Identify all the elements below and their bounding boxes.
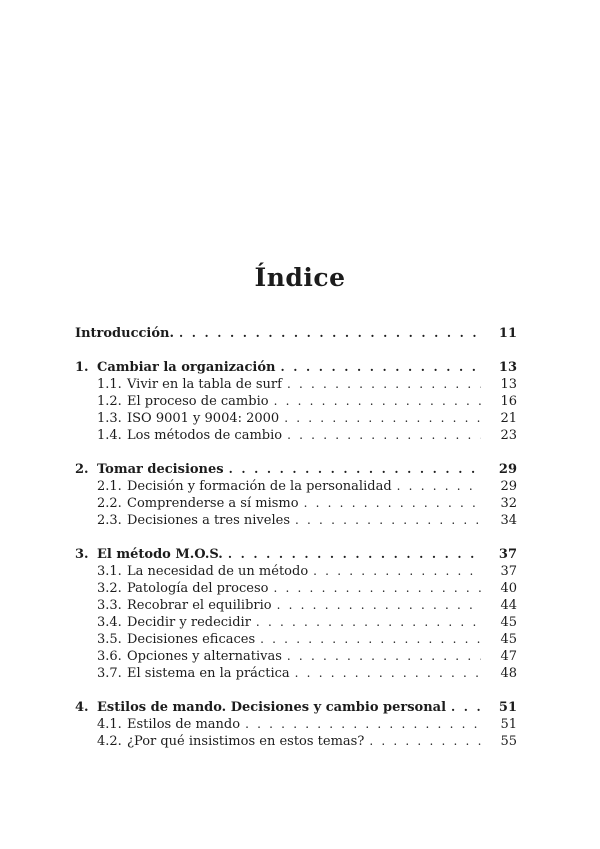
dot-leader (274, 393, 481, 410)
dot-leader (287, 427, 481, 444)
dot-leader (287, 376, 481, 393)
toc-page-number: 13 (498, 360, 517, 375)
subentry-label: Decisión y formación de la personalidad (127, 479, 392, 494)
toc-page-number: 23 (500, 428, 517, 443)
dot-leader (179, 325, 481, 342)
subentry-number: 1.1. (97, 377, 122, 392)
dot-leader (369, 733, 481, 750)
subentry-label: ISO 9001 y 9004: 2000 (127, 411, 280, 426)
subentry-number: 3.5. (97, 632, 122, 647)
toc-page-number: 40 (500, 581, 517, 596)
subentry-number: 1.2. (97, 394, 122, 409)
subentry-number: 3.7. (97, 666, 122, 681)
toc-subentry (75, 665, 517, 682)
toc-page-number: 47 (500, 649, 517, 664)
subentry-label: Vivir en la tabla de surf (127, 377, 282, 392)
subentry-label: Estilos de mando (127, 717, 241, 732)
toc-subentry (75, 648, 517, 665)
toc-page-number: 21 (500, 411, 517, 426)
dot-leader (287, 648, 481, 665)
toc-subentry (75, 495, 517, 512)
chapter-label: Cambiar la organización (97, 360, 276, 375)
toc-page-number: 37 (500, 564, 517, 579)
chapter-number: 2. (75, 462, 89, 477)
toc-subentry (75, 376, 517, 393)
subentry-number: 4.1. (97, 717, 122, 732)
subentry-number: 4.2. (97, 734, 122, 749)
chapter-number: 3. (75, 547, 89, 562)
toc-subentry (75, 716, 517, 733)
toc-subentry (75, 580, 517, 597)
subentry-number: 3.1. (97, 564, 122, 579)
table-of-contents (75, 325, 517, 750)
toc-subentry (75, 427, 517, 444)
subentry-label: Comprenderse a sí mismo (127, 496, 299, 511)
subentry-label: El sistema en la práctica (127, 666, 290, 681)
chapter-label: El método M.O.S. (97, 547, 223, 562)
dot-leader (284, 410, 481, 427)
toc-subentry (75, 631, 517, 648)
subentry-label: Recobrar el equilibrio (127, 598, 272, 613)
subentry-label: La necesidad de un método (127, 564, 309, 579)
subentry-number: 3.3. (97, 598, 122, 613)
chapter-number: 4. (75, 700, 89, 715)
toc-subentry (75, 597, 517, 614)
toc-entry-label: Introducción. (75, 326, 175, 341)
dot-leader (295, 512, 481, 529)
dot-leader (260, 631, 481, 648)
toc-subentry (75, 733, 517, 750)
subentry-label: Decisiones a tres niveles (127, 513, 290, 528)
toc-page-number: 44 (500, 598, 517, 613)
subentry-number: 2.2. (97, 496, 122, 511)
toc-page-number: 13 (500, 377, 517, 392)
toc-page-number: 34 (500, 513, 517, 528)
chapter-number: 1. (75, 360, 89, 375)
dot-leader (397, 478, 481, 495)
subentry-number: 2.1. (97, 479, 122, 494)
chapter-label: Estilos de mando. Decisiones y cambio personal (97, 700, 447, 715)
dot-leader (313, 563, 481, 580)
subentry-label: Opciones y alternativas (127, 649, 282, 664)
toc-chapter-1 (75, 359, 517, 376)
toc-chapter-2 (75, 461, 517, 478)
toc-page-number: 37 (498, 547, 517, 562)
dot-leader (256, 614, 481, 631)
toc-page-number: 16 (500, 394, 517, 409)
dot-leader (295, 665, 481, 682)
dot-leader (451, 699, 481, 716)
toc-page-number: 45 (500, 632, 517, 647)
dot-leader (277, 597, 481, 614)
toc-subentry (75, 410, 517, 427)
subentry-number: 3.6. (97, 649, 122, 664)
subentry-number: 1.3. (97, 411, 122, 426)
subentry-label: Patología del proceso (127, 581, 269, 596)
toc-subentry (75, 563, 517, 580)
subentry-label: El proceso de cambio (127, 394, 269, 409)
toc-page-number: 55 (500, 734, 517, 749)
toc-subentry (75, 614, 517, 631)
dot-leader (245, 716, 481, 733)
toc-page-number: 32 (500, 496, 517, 511)
dot-leader (228, 546, 481, 563)
page-title: Índice (254, 263, 346, 292)
toc-page-number: 29 (498, 462, 517, 477)
toc-page-number: 11 (498, 326, 517, 341)
dot-leader (229, 461, 481, 478)
toc-entry-intro (75, 325, 517, 342)
toc-page-number: 51 (498, 700, 517, 715)
subentry-label: Decisiones eficaces (127, 632, 256, 647)
chapter-label: Tomar decisiones (97, 462, 224, 477)
subentry-number: 1.4. (97, 428, 122, 443)
subentry-label: Los métodos de cambio (127, 428, 283, 443)
subentry-number: 3.2. (97, 581, 122, 596)
dot-leader (280, 359, 481, 376)
toc-subentry (75, 478, 517, 495)
subentry-number: 2.3. (97, 513, 122, 528)
toc-chapter-3 (75, 546, 517, 563)
toc-subentry (75, 393, 517, 410)
subentry-label: Decidir y redecidir (127, 615, 251, 630)
subentry-number: 3.4. (97, 615, 122, 630)
subentry-label: ¿Por qué insistimos en estos temas? (127, 734, 365, 749)
dot-leader (304, 495, 481, 512)
toc-page-number: 51 (500, 717, 517, 732)
dot-leader (273, 580, 481, 597)
toc-page-number: 29 (500, 479, 517, 494)
toc-page-number: 48 (500, 666, 517, 681)
toc-chapter-4 (75, 699, 517, 716)
toc-page-number: 45 (500, 615, 517, 630)
toc-subentry (75, 512, 517, 529)
